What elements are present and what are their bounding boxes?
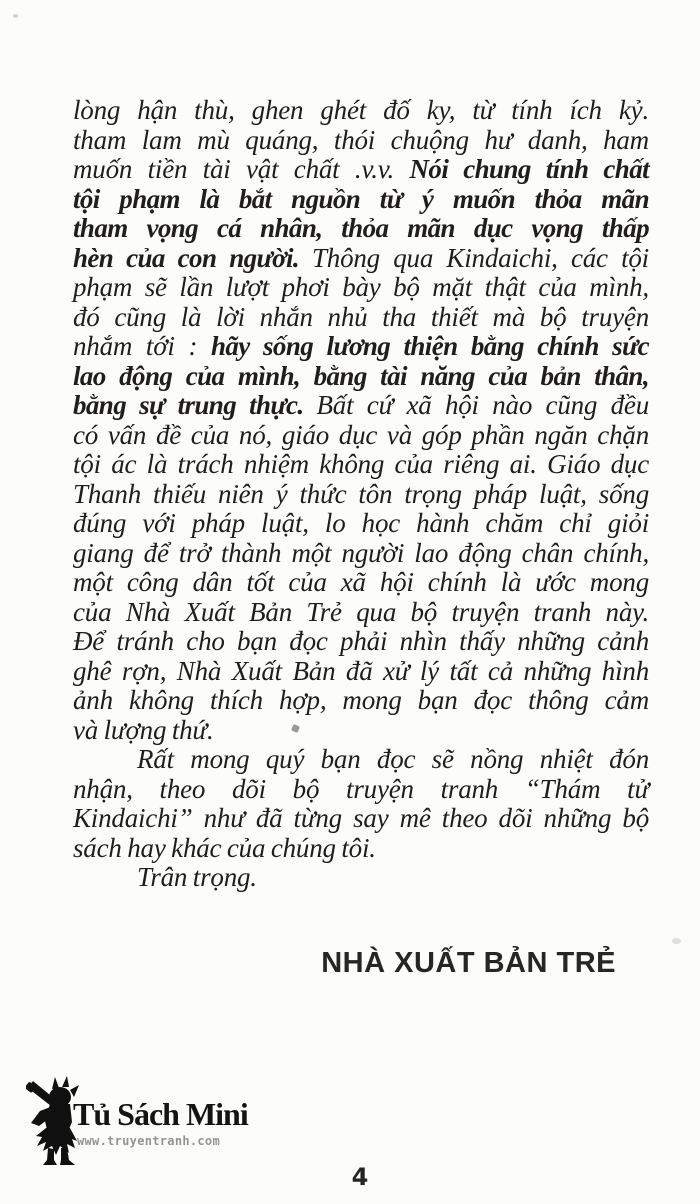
text-line: phạm sẽ lần lượt phơi bày bộ mặt thật của mình, [73, 272, 649, 302]
text-line: Kindaichi” như đã từng say mê theo dõi những bộ [73, 803, 649, 833]
text-line: giang để trở thành một người lao động chân chính, [73, 537, 649, 568]
scan-speck [672, 938, 681, 944]
text-line: đó cũng là lời nhắn nhủ tha thiết mà bộ truyện [73, 301, 649, 332]
text-line: Thanh thiếu niên ý thức tôn trọng pháp luật, sống [73, 478, 649, 509]
brand-name: Tủ Sách Mini [73, 1096, 248, 1132]
website-url: www.truyentranh.com [77, 1134, 220, 1148]
text-line: ảnh không thích hợp, mong bạn đọc thông cảm [73, 685, 649, 715]
scan-speck [13, 14, 18, 18]
text-line: ghê rợn, Nhà Xuất Bản đã xử lý tất cả những hình [73, 655, 649, 686]
preface-text [73, 96, 649, 893]
text-line: nhận, theo dõi bộ truyện tranh “Thám tử [73, 773, 649, 804]
page-number: 4 [351, 1163, 369, 1191]
text-line: và lượng thứ. [73, 714, 214, 745]
text-line: tội ác là trách nhiệm không của riêng ai. Giáo dục [73, 449, 649, 479]
text-line: sách hay khác của chúng tôi. [73, 832, 376, 863]
text-line: một công dân tốt của xã hội chính là ước mong [73, 567, 649, 597]
text-line: có vấn đề của nó, giáo dục và góp phần ngăn chặn [73, 419, 649, 450]
text-line: tham vọng cá nhân, thỏa mãn dục vọng thấp [73, 213, 649, 243]
text-line: của Nhà Xuất Bản Trẻ qua bộ truyện tranh này. [73, 596, 649, 627]
footer-logo [26, 1076, 286, 1171]
publisher-signature: NHÀ XUẤT BẢN TRẺ [321, 947, 616, 979]
text-line: bằng sự trung thực. Bất cứ xã hội nào cũng đều [73, 390, 649, 420]
text-line: hèn của con người. Thông qua Kindaichi, các tội [73, 242, 649, 273]
text-line: tội phạm là bắt nguồn từ ý muốn thỏa mãn [73, 183, 649, 214]
text-line: đúng với pháp luật, lo học hành chăm chỉ giỏi [73, 508, 649, 538]
text-line: nhắm tới : hãy sống lương thiện bằng chính sức [73, 331, 649, 361]
text-line: tham lam mù quáng, thói chuộng hư danh, ham [73, 124, 649, 155]
text-line: Rất mong quý bạn đọc sẽ nồng nhiệt đón [137, 744, 649, 774]
text-line: muốn tiền tài vật chất .v.v. Nói chung tính chất [73, 154, 650, 184]
text-line: lao động của mình, bằng tài năng của bản thân, [73, 360, 649, 391]
text-line: Trân trọng. [137, 862, 257, 892]
text-line: Để tránh cho bạn đọc phải nhìn thấy những cảnh [73, 626, 649, 656]
text-line: lòng hận thù, ghen ghét đố ky, từ tính ích kỷ. [73, 95, 649, 125]
